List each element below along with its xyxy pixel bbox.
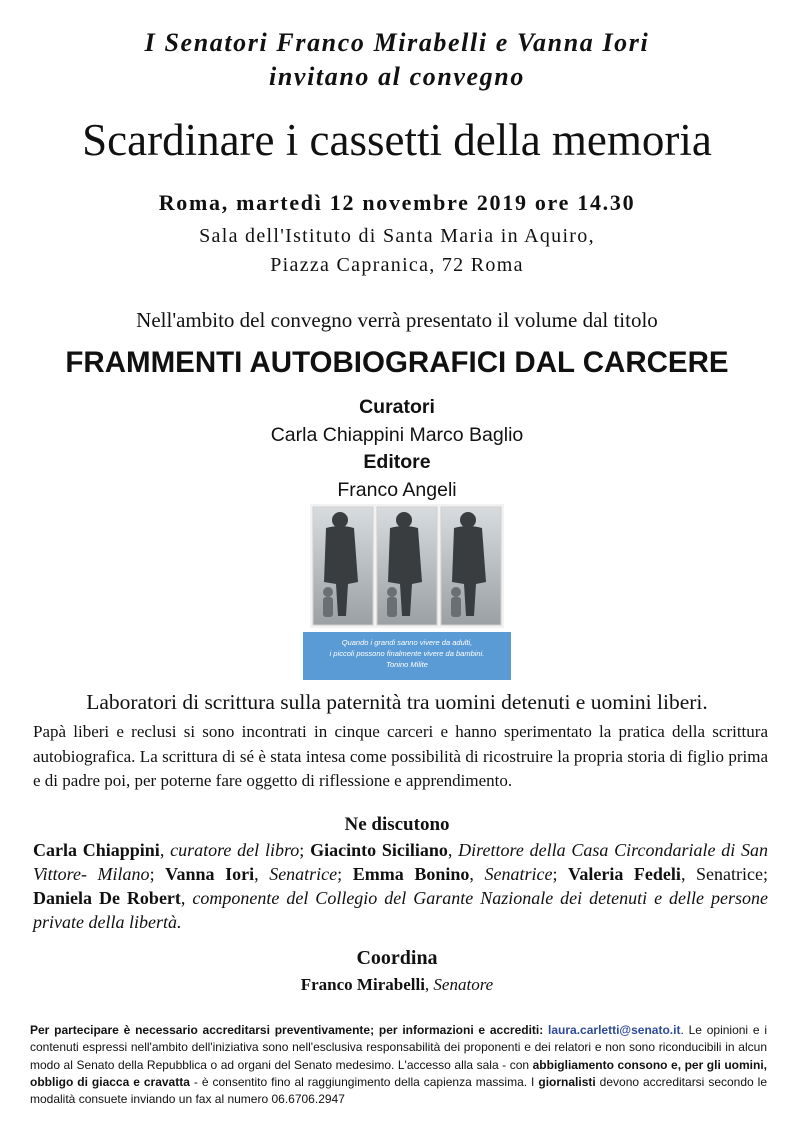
event-title: Scardinare i cassetti della memoria: [82, 115, 712, 165]
speaker-name: Valeria Fedeli: [568, 864, 681, 884]
curators-names: Carla Chiappini Marco Baglio: [270, 423, 524, 446]
cover-quote-line-1: Quando i grandi sanno vivere da adulti,: [341, 638, 473, 647]
speaker-name: Vanna Iori: [165, 864, 255, 884]
venue-line-2: Piazza Capranica, 72 Roma: [270, 254, 524, 276]
speakers-list: [33, 838, 768, 934]
journalists-text: giornalisti: [538, 1074, 596, 1089]
book-title: FRAMMENTI AUTOBIOGRAFICI DAL CARCERE: [65, 346, 729, 379]
cover-quote-line-2: i piccoli possono finalmente vivere da bambini.: [329, 649, 485, 658]
speaker-item: Emma Bonino, Senatrice;: [352, 864, 569, 884]
coordination-heading: Coordina: [356, 947, 438, 969]
speaker-role: Senatrice: [696, 864, 763, 884]
speaker-name: Giacinto Siciliano: [310, 840, 448, 860]
footer-notes: Per partecipare è necessario accreditarsi preventivamente; per informazioni e accrediti: laura.carletti@senato.it. Le opinioni e i contenuti espressi nell'ambito dell'iniziativa sono nell'esclusiva responsabilità dei proponenti e dei relatori e non sono riconducibili in alcun modo al Senato della Repubblica o ad organi del Senato medesimo. L'accesso alla sala - con abbigliamento consono e, per gli uomini, obbligo di giacca e cravatta - è consentito fino al raggiungimento della capienza massima. I giornalisti devono accreditarsi secondo le modalità consuete inviando un fax al numero 06.6706.2947: [30, 1023, 768, 1107]
invite-line: invitano al convegno: [269, 62, 525, 91]
disclaimer-text: Le opinioni e i contenuti espressi nell'ambito dell'iniziativa sono nell'esclusiva responsabilità dei proponenti e dei relatori e non sono riconducibili in alcun modo al Senato della Repubblica o ad organi del Senato medesimo. L'accesso alla sala - con: [30, 1023, 767, 1072]
speaker-item: Vanna Iori, Senatrice;: [165, 864, 353, 884]
contact-email-link[interactable]: laura.carletti@senato.it: [548, 1023, 681, 1037]
registration-text: Per partecipare è necessario accreditarsi preventivamente; per informazioni e accrediti:: [30, 1023, 549, 1037]
book-credits: [0, 394, 794, 504]
cover-photo: [310, 504, 504, 628]
speaker-name: Emma Bonino: [352, 864, 470, 884]
capacity-text: - è consentito fino al raggiungimento della capienza massima. I: [189, 1074, 539, 1089]
journalists-instructions: devono accreditarsi secondo le modalità consuete inviando un fax al numero 06.6706.2947: [30, 1074, 767, 1107]
coordinator: Franco Mirabelli, Senatore: [300, 975, 494, 994]
cover-photo-illustration: [310, 504, 504, 628]
speaker-role: componente del Collegio del Garante Nazionale dei detenuti e delle persone private della libertà: [33, 888, 769, 932]
speaker-item: Giacinto Siciliano, Direttore della Casa Circondariale di San Vittore- Milano;: [33, 840, 769, 884]
coordinator-name: Franco Mirabelli: [300, 975, 425, 994]
book-cover-image: [303, 504, 511, 680]
venue-line-1: Sala dell'Istituto di Santa Maria in Aquiro,: [199, 225, 595, 247]
dress-code-text: abbigliamento consono e, per gli uomini, obbligo di giacca e cravatta: [30, 1057, 768, 1089]
hosts-line: I Senatori Franco Mirabelli e Vanna Iori: [144, 28, 650, 57]
speaker-role: Senatrice: [484, 864, 553, 884]
curators-label: Curatori: [359, 396, 435, 418]
speaker-item: Daniela De Robert, componente del Collegio del Garante Nazionale dei detenuti e delle persone private della libertà.: [33, 888, 769, 932]
speaker-item: Valeria Fedeli, Senatrice;: [568, 864, 768, 884]
speaker-role: Senatrice: [269, 864, 338, 884]
event-date-time: Roma, martedì 12 novembre 2019 ore 14.30: [158, 190, 636, 215]
hosts-block: [0, 26, 794, 94]
coordinator-role: Senatore: [433, 975, 494, 994]
publisher-name: Franco Angeli: [337, 478, 457, 501]
workshop-paragraph: Papà liberi e reclusi si sono incontrati in cinque carceri e hanno sperimentato la pratica della scrittura autobiografica. La scrittura di sé è stata intesa come possibilità di ricostruire la propria storia di figlio prima e di padre poi, per poterne fare oggetto di riflessione e apprendimento.: [33, 722, 768, 790]
book-intro: Nell'ambito del convegno verrà presentato il volume dal titolo: [136, 308, 658, 332]
speaker-name: Carla Chiappini: [33, 840, 160, 860]
cover-quote-band: [303, 632, 511, 680]
speaker-role: curatore del libro: [170, 840, 300, 860]
cover-quote-author: Tonino Milite: [386, 660, 428, 669]
publisher-label: Editore: [363, 451, 431, 473]
speaker-item: Carla Chiappini, curatore del libro;: [33, 840, 311, 860]
discussion-heading: Ne discutono: [344, 814, 450, 835]
speaker-role: Direttore della Casa Circondariale di San Vittore- Milano: [33, 840, 769, 884]
workshop-heading: Laboratori di scrittura sulla paternità tra uomini detenuti e uomini liberi.: [86, 690, 708, 714]
speaker-name: Daniela De Robert: [33, 888, 181, 908]
event-venue: [0, 222, 794, 280]
